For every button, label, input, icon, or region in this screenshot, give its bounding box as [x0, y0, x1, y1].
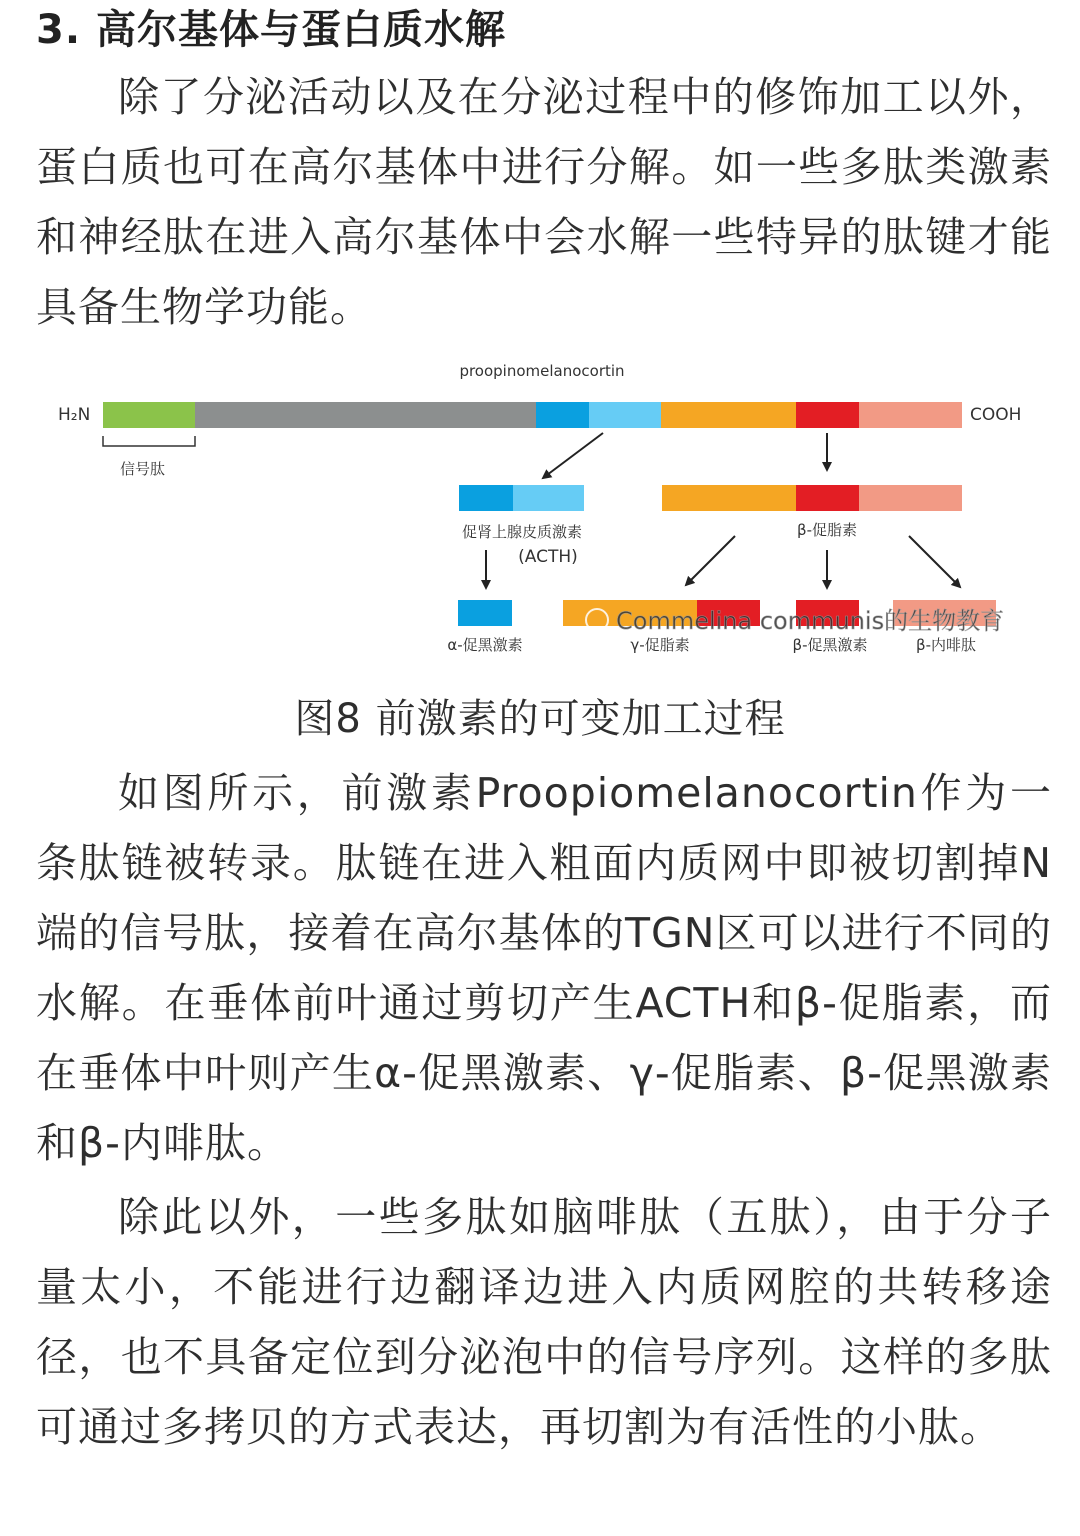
- acth-bar-lightblue: [513, 485, 584, 511]
- alpha-msh-label: α-促黑激素: [447, 636, 523, 654]
- segment-acth-blue: [536, 402, 589, 428]
- acth-bar-blue: [459, 485, 513, 511]
- precursor-title: proopinomelanocortin: [459, 362, 625, 380]
- segment-gray: [195, 402, 536, 428]
- acth-abbr: (ACTH): [518, 547, 578, 567]
- watermark: [586, 607, 1004, 635]
- segment-red: [796, 402, 859, 428]
- n-terminus-label: H₂N: [58, 405, 91, 425]
- beta-msh-label: β-促黑激素: [792, 636, 868, 654]
- c-terminus-label: COOH: [970, 405, 1022, 425]
- arrow-to-acth: [543, 433, 603, 478]
- segment-salmon: [859, 402, 962, 428]
- pomc-processing-diagram: [0, 350, 1080, 670]
- segment-signal-peptide: [103, 402, 195, 428]
- arrow-to-beta-endorphin: [909, 536, 960, 587]
- signal-peptide-bracket: [103, 436, 195, 446]
- acth-label: 促肾上腺皮质激素: [461, 523, 583, 541]
- gamma-lipotropin-label: γ-促脂素: [630, 636, 690, 654]
- watermark-text: Commelina communis的生物教育: [616, 607, 1005, 635]
- beta-endorphin-label: β-内啡肽: [916, 636, 976, 654]
- segment-acth-lightblue: [589, 402, 661, 428]
- paragraph-pomc-processing: 如图所示，前激素Proopiomelanocortin作为一条肽链被转录。肽链在进入粗面内质网中即被切割掉N端的信号肽，接着在高尔基体的TGN区可以进行不同的水解。在垂体前叶通过剪切产生ACTH和β-促脂素，而在垂体中叶则产生α-促黑激素、γ-促脂素、β-促黑激素和β-内啡肽。: [36, 769, 1052, 1167]
- beta-lipotropin-label: β-促脂素: [797, 521, 857, 539]
- beta-lipotropin-bar-red: [796, 485, 859, 511]
- arrow-to-gamma-lipotropin: [686, 536, 735, 585]
- paragraph-enkephalin: 除此以外，一些多肽如脑啡肽（五肽），由于分子量太小，不能进行边翻译边进入内质网腔的共转移途径，也不具备定位到分泌泡中的信号序列。这样的多肽可通过多拷贝的方式表达，再切割为有活性的小肽。: [36, 1193, 1052, 1451]
- section-heading: 3. 高尔基体与蛋白质水解: [36, 7, 506, 53]
- beta-lipotropin-bar-orange: [662, 485, 796, 511]
- beta-lipotropin-bar-salmon: [859, 485, 962, 511]
- segment-orange: [661, 402, 796, 428]
- paragraph-intro: 除了分泌活动以及在分泌过程中的修饰加工以外，蛋白质也可在高尔基体中进行分解。如一些多肽类激素和神经肽在进入高尔基体中会水解一些特异的肽键才能具备生物学功能。: [36, 73, 1052, 331]
- alpha-msh-bar: [458, 600, 512, 626]
- figure-caption: 图8 前激素的可变加工过程: [294, 696, 786, 742]
- signal-peptide-label: 信号肽: [120, 460, 166, 478]
